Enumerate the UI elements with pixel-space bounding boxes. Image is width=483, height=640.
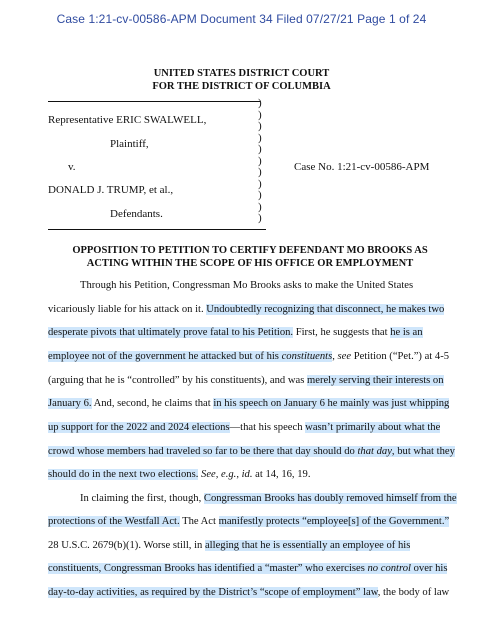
p1-line2: vicariously liable for his attack on it. Undoubtedly recognizing that disconnect, he makes two <box>48 304 445 315</box>
court-heading <box>0 67 483 93</box>
p1-line7: up support for the 2022 and 2024 elections—that his speech wasn’t primarily about what the <box>48 422 441 433</box>
caption-parentheses: ) ) ) ) ) ) ) ) ) ) ) <box>258 97 262 224</box>
defendant-name: DONALD J. TRUMP, et al., <box>48 184 174 196</box>
document-title <box>40 244 460 270</box>
p1-line1: Through his Petition, Congressman Mo Brooks asks to make the United States <box>80 280 414 291</box>
filing-header-stamp: Case 1:21-cv-00586-APM Document 34 Filed 07/27/21 Page 1 of 24 <box>56 12 427 26</box>
court-heading-line1: UNITED STATES DISTRICT COURT <box>153 68 330 79</box>
caption-top-rule <box>48 101 260 102</box>
p2-line4: constituents, Congressman Brooks has identified a “master” who exercises no control over his <box>48 563 448 574</box>
document-title-line2: ACTING WITHIN THE SCOPE OF HIS OFFICE OR EMPLOYMENT <box>86 258 414 269</box>
p1-line3: desperate pivots that ultimately prove fatal to his Petition. First, he suggests that he is an <box>48 327 423 338</box>
p1-line9: should do in the next two elections. See, e.g., id. at 14, 16, 19. <box>48 469 311 480</box>
p2-line5: day-to-day activities, as required by the District’s “scope of employment” law, the body of law <box>48 587 450 598</box>
p1-line4: employee not of the government he attacked but of his constituents, see Petition (“Pet.”) at 4-5 <box>48 351 450 362</box>
p2-line2: protections of the Westfall Act. The Act manifestly protects “employee[s] of the Government.” <box>48 516 450 527</box>
case-number: Case No. 1:21-cv-00586-APM <box>294 161 430 173</box>
p2-line3: 28 U.S.C. 2679(b)(1). Worse still, in alleging that he is essentially an employee of his <box>48 540 411 551</box>
p2-line1: In claiming the first, though, Congressman Brooks has doubly removed himself from the <box>80 493 457 504</box>
p1-line8: crowd whose members had traveled so far to be there that day should do that day, but what they <box>48 446 455 457</box>
p1-line6: January 6. And, second, he claims that in his speech on January 6 he mainly was just whipping <box>48 398 450 409</box>
plaintiff-name: Representative ERIC SWALWELL, <box>48 114 207 126</box>
versus-label: v. <box>68 161 76 173</box>
p1-line5: (arguing that he is “controlled” by his constituents), and was merely serving their interests on <box>48 375 444 386</box>
document-title-line1: OPPOSITION TO PETITION TO CERTIFY DEFENDANT MO BROOKS AS <box>72 245 428 256</box>
plaintiff-role: Plaintiff, <box>110 138 149 150</box>
court-heading-line2: FOR THE DISTRICT OF COLUMBIA <box>152 81 331 92</box>
caption-bottom-rule <box>48 229 266 230</box>
defendant-role: Defendants. <box>110 208 163 220</box>
